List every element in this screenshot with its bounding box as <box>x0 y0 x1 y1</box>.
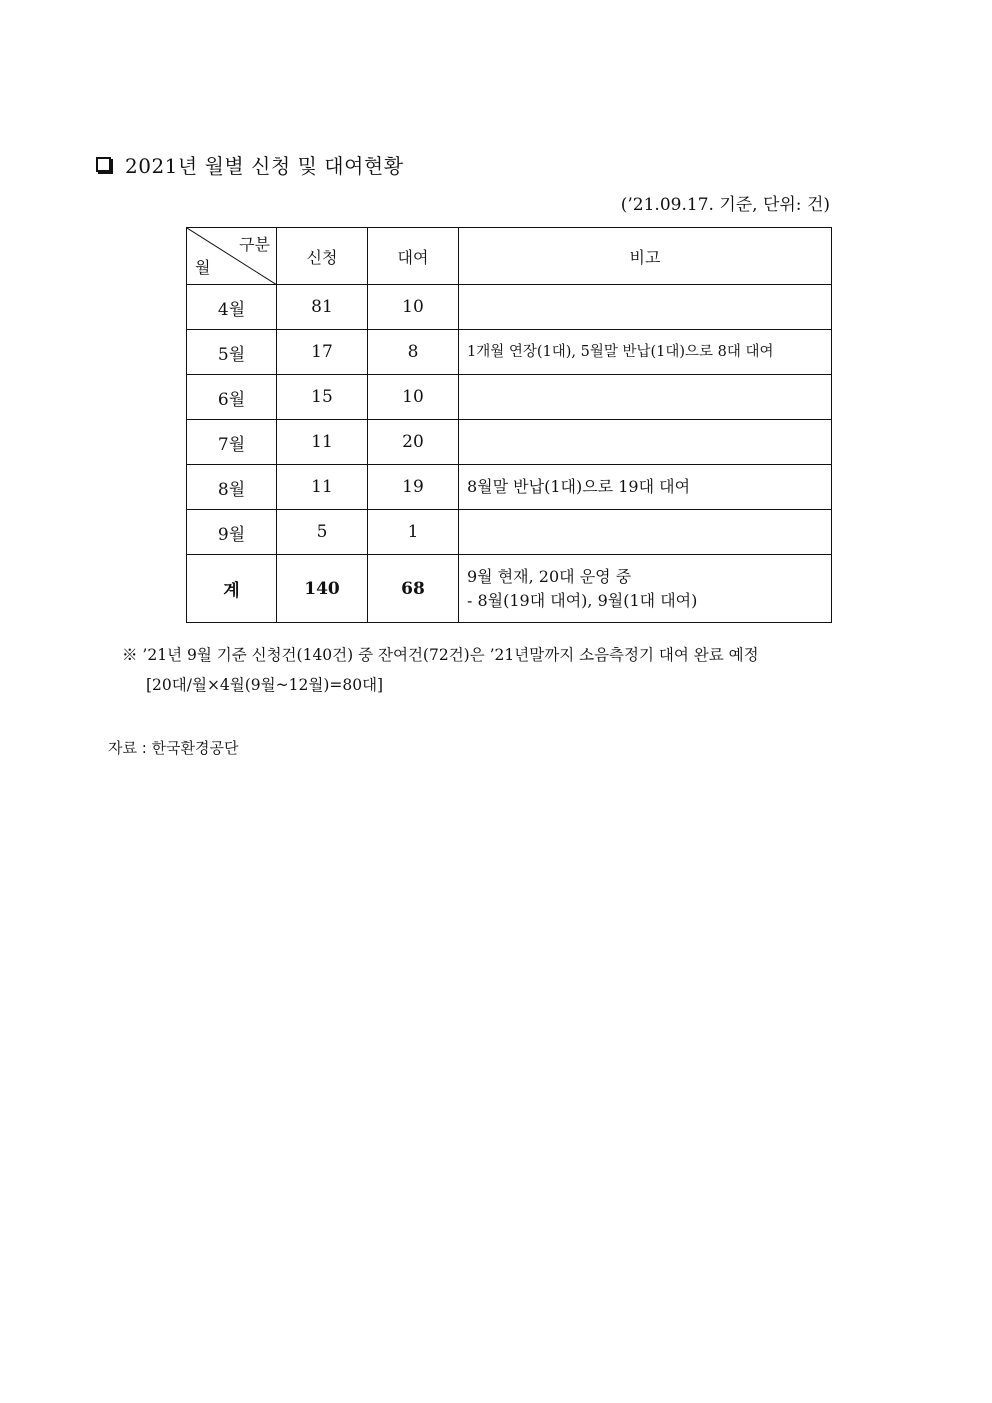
header-rent: 대여 <box>368 228 459 285</box>
cell-rent: 1 <box>368 510 459 555</box>
cell-rent: 8 <box>368 330 459 375</box>
total-remark-line2: - 8월(19대 대여), 9월(1대 대여) <box>467 590 698 610</box>
cell-month: 7월 <box>187 420 277 465</box>
footnote-line2: [20대/월×4월(9월~12월)=80대] <box>146 676 384 694</box>
cell-remark <box>459 285 832 330</box>
total-remark-line1: 9월 현재, 20대 운영 중 <box>467 566 632 586</box>
cell-total-remark <box>459 555 832 623</box>
table-row <box>187 420 832 465</box>
section-heading <box>96 150 404 178</box>
source-note: 자료 : 한국환경공단 <box>108 739 239 757</box>
footnote <box>122 640 882 700</box>
table-total-row <box>187 555 832 623</box>
header-remark: 비고 <box>459 228 832 285</box>
cell-rent: 20 <box>368 420 459 465</box>
header-month: 월 <box>195 258 211 277</box>
cell-month: 8월 <box>187 465 277 510</box>
cell-total-apply: 140 <box>277 555 368 623</box>
cell-apply: 5 <box>277 510 368 555</box>
cell-total-rent: 68 <box>368 555 459 623</box>
table-row <box>187 465 832 510</box>
header-apply: 신청 <box>277 228 368 285</box>
cell-apply: 11 <box>277 420 368 465</box>
cell-remark <box>459 375 832 420</box>
cell-month: 6월 <box>187 375 277 420</box>
cell-month: 9월 <box>187 510 277 555</box>
cell-rent: 19 <box>368 465 459 510</box>
table-row <box>187 285 832 330</box>
cell-remark: 8월말 반납(1대)으로 19대 대여 <box>459 465 832 510</box>
table-header-row <box>187 228 832 285</box>
cell-remark <box>459 420 832 465</box>
cell-rent: 10 <box>368 375 459 420</box>
heading-text: 2021년 월별 신청 및 대여현황 <box>125 153 404 178</box>
table-row <box>187 375 832 420</box>
table-row <box>187 330 832 375</box>
cell-rent: 10 <box>368 285 459 330</box>
cell-apply: 81 <box>277 285 368 330</box>
cell-month: 4월 <box>187 285 277 330</box>
cell-apply: 15 <box>277 375 368 420</box>
cell-apply: 11 <box>277 465 368 510</box>
cell-remark <box>459 510 832 555</box>
unit-note: (’21.09.17. 기준, 단위: 건) <box>620 195 830 215</box>
diagonal-header-cell <box>187 228 277 285</box>
cell-month: 5월 <box>187 330 277 375</box>
header-category: 구분 <box>239 235 270 254</box>
table-row <box>187 510 832 555</box>
cell-apply: 17 <box>277 330 368 375</box>
cell-remark: 1개월 연장(1대), 5월말 반납(1대)으로 8대 대여 <box>459 330 832 375</box>
rental-status-table <box>186 227 832 623</box>
footnote-line1: ※ ’21년 9월 기준 신청건(140건) 중 잔여건(72건)은 ’21년말까지 소음측정기 대여 완료 예정 <box>122 646 759 664</box>
checkbox-bullet-icon <box>96 157 111 172</box>
cell-total-label: 계 <box>187 555 277 623</box>
